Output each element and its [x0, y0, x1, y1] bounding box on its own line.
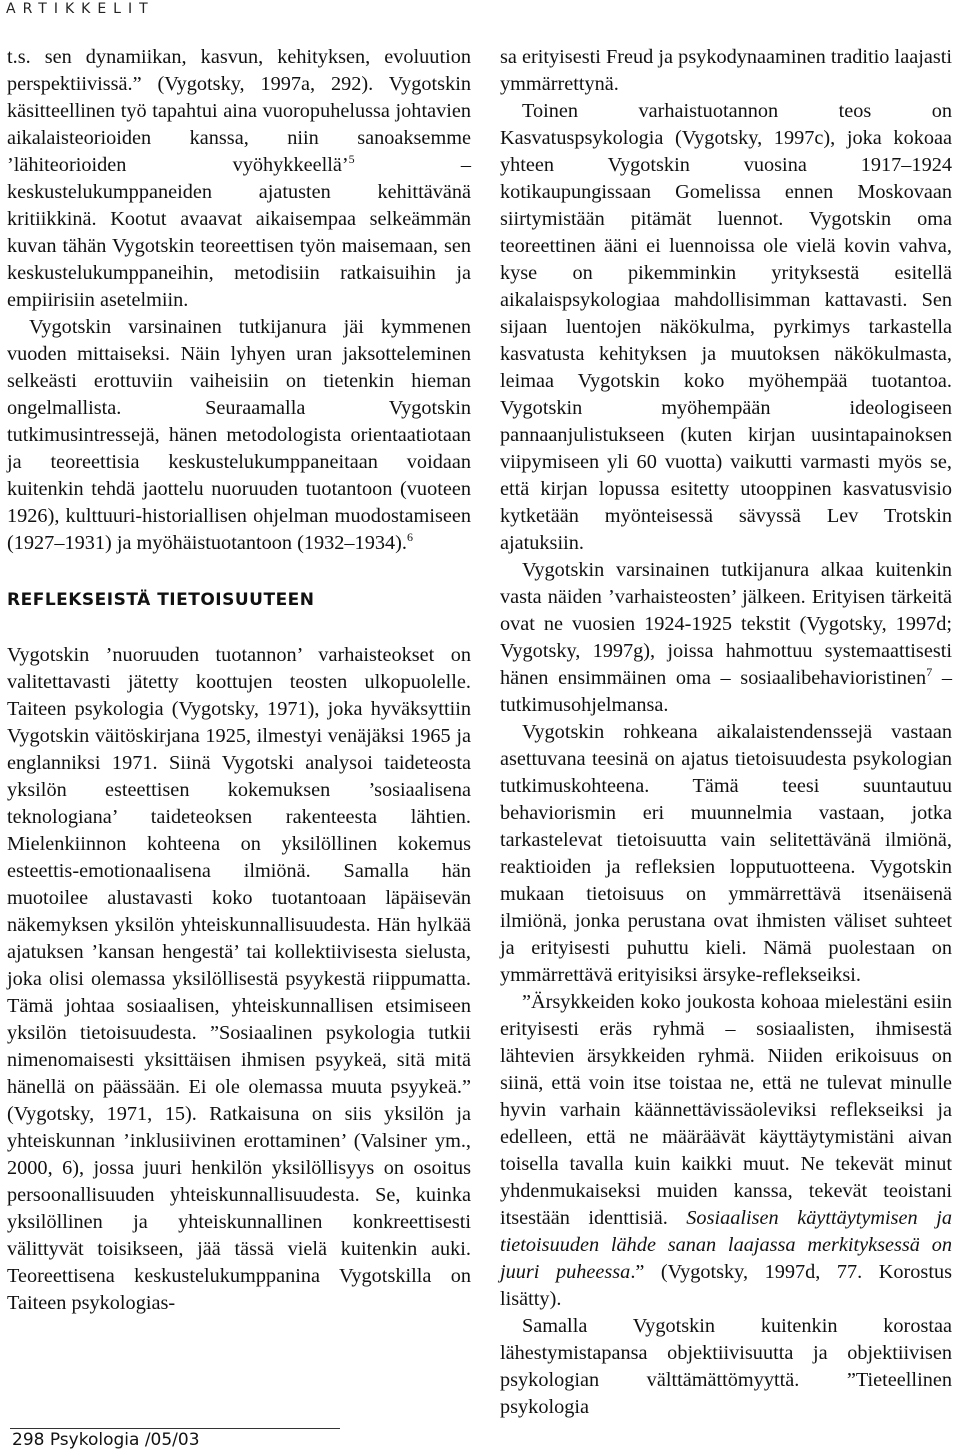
left-column	[7, 44, 471, 1317]
paragraph-text: Vygotskin varsinainen tutkijanura jäi kymmenen vuoden mittaiseksi. Näin lyhyen uran jaksotteleminen selkeästi erottuviin vaiheisiin on tietenkin hieman ongelmallista. Seuraamalla Vygotskin tutkimusintressejä, hänen metodologista orientaatiotaan ja teoreettisia keskustelukumppaneitaan voidaan kuitenkin tehdä jaottelu nuoruuden tuotantoon (vuoteen 1926), kulttuuri-historiallisen ohjelman muodostamiseen (1927–1931) ja myöhäistuotantoon (1932–1934).	[7, 316, 471, 554]
paragraph-text: ”Ärsykkeiden koko joukosta kohoaa mielestäni esiin erityisesti eräs ryhmä – sosiaalisten, ihmisestä lähtevien ärsykkeiden ryhmä. Niiden erikoisuus on siinä, että voin itse toistaa ne, että ne tulevat minulle hyvin varhain käännettävissäoleviksi reflekseiksi ja edelleen, että ne määräävät käyttäytymistäni aivan toisella tavalla kuin kaikki muut. Ne tekevät minut yhdenmukaiseksi muiden kanssa, tekevät teoistani itsestään identtisiä.	[500, 991, 952, 1229]
footer-rule	[10, 1428, 340, 1429]
paragraph	[500, 557, 952, 719]
quote-paragraph	[500, 989, 952, 1313]
paragraph: Vygotskin rohkeana aikalaistendenssejä vastaan asettuvana teesinä on ajatus tietoisuudesta psykologian tutkimuskohteena. Tämä teesi suuntautuu behaviorismin eri muunnelmia vastaan, jotka tarkastelevat tietoisuutta vain selitettävänä ilmiönä, reaktioiden ja refleksien lopputuotteena. Vygotskin mukaan tietoisuus on ymmärrettävä itsenäisenä ilmiönä, jonka perustana ovat ihmisten väliset suhteet ja erityisesti puhuttu kieli. Nämä puolestaan on ymmärrettävä erityisiksi ärsyke-reflekseiksi.	[500, 721, 952, 986]
section-heading: REFLEKSEISTÄ TIETOISUUTEEN	[7, 590, 315, 610]
paragraph: Samalla Vygotskin kuitenkin korostaa lähestymistapansa objektiivisuutta ja objektiivisen psykologian välttämättömyyttä. ”Tieteellinen psykologia	[500, 1315, 952, 1418]
right-column	[500, 44, 952, 1421]
paragraph-text: .” (Vygotsky, 1997d, 77. Korostus lisätty).	[500, 1261, 952, 1310]
paragraph	[7, 314, 471, 557]
paragraph-text: Vygotskin varsinainen tutkijanura alkaa kuitenkin vasta näiden ’varhaisteosten’ jälkeen. Erityisen tärkeitä ovat ne vuosien 1924-1925 tekstit (Vygotsky, 1997d; Vygotsky, 1997g), joissa hahmottuu systemaattisesti hänen ensimmäinen oma – sosiaalibehavioristinen	[500, 559, 952, 689]
page-number-label: 298 Psykologia /05/03	[12, 1430, 200, 1450]
paragraph: Vygotskin ’nuoruuden tuotannon’ varhaisteokset on valitettavasti jätetty koottujen teosten ulkopuolelle. Taiteen psykologia (Vygotsky, 1971), joka hyväksyttiin Vygotskin väitöskirjana 1925, ilmestyi venäjäksi 1965 ja englanniksi 1971. Siinä Vygotski analysoi taideteosta yksilön esteettisen kokemuksen ’sosiaalisena teknologiana’ taideteoksen rakenteesta lähtien. Mielenkiinnon kohteena on yksilöllinen kokemus esteettis-emotionaalisena ilmiönä. Samalla hän muotoilee alustavasti koko tuotantoaan läpäisevän näkemyksen yksilön yhteiskunnallisuudesta. Hän hylkää ajatuksen ’kansan hengestä’ tai kollektiivisesta sielusta, joka olisi olemassa yksilöllisestä psyykestä riippumatta. Tämä johtaa sosiaalisen, yhteiskunnallisen etsimiseen yksilön tietoisuudesta. ”Sosiaalinen psykologia tutkii nimenomaisesti yksittäisen ihmisen psyykeä, sitä mitä hänellä on päässään. Ei ole olemassa muuta psyykeä.” (Vygotsky, 1971, 15). Ratkaisuna on siis yksilön ja yhteiskunnan ’inklusiivinen erottaminen’ (Valsiner ym., 2000, 6), jossa juuri henkilön yksilöllisyys on osoitus persoonallisuuden yhteiskunnallisuudesta. Se, kuinka yksilöllinen ja yhteiskunnallinen konkreettisesti välittyvät toisikseen, jää tässä vielä kuitenkin auki. Teoreettisena keskustelukumppanina Vygotskilla on Taiteen psykologias-	[7, 644, 471, 1314]
section-label: ARTIKKELIT	[6, 1, 155, 17]
page-footer	[10, 1428, 340, 1451]
footnote-marker: 5	[348, 152, 355, 167]
paragraph	[7, 44, 471, 314]
paragraph-text: t.s. sen dynamiikan, kasvun, kehityksen, evoluution perspektiivissä.” (Vygotsky, 1997a, 292). Vygotskin käsitteellinen työ tapahtui aina vuoropuhelussa johtavien aikalaisteorioiden kanssa, niin sanoaksemme ’lähiteorioiden vyöhykkeellä’	[7, 46, 471, 176]
paragraph: Toinen varhaistuotannon teos on Kasvatuspsykologia (Vygotsky, 1997c), joka kokoaa yhteen Vygotskin vuosina 1917–1924 kotikaupungissaan Gomelissa ennen Moskovaan siirtymistään pitämät luennot. Vygotskin oma teoreettinen ääni ei luennoissa ole vielä kovin vahva, kyse on pikemminkin yrityksestä esitellä aikalaispsykologiaa mahdollisimman kattavasti. Sen sijaan luentojen näkökulma, pyrkimys tarkastella kasvatusta kehityksen ja muutoksen näkökulmasta, leimaa Vygotskin koko myöhempää tuotantoa. Vygotskin myöhempään ideologiseen pannaanjulistukseen (kuten kirjan uusintapainoksen viipymiseen yli 60 vuotta) vaikutti varmasti myös se, että kirjan lopussa esitetty utooppinen kasvatusvisio kytketään myönteisessä sävyssä Lev Trotskin ajatuksiin.	[500, 100, 952, 554]
section-header	[0, 0, 960, 22]
footnote-marker: 7	[926, 665, 933, 680]
paragraph-text: – tutkimusohjelmansa.	[500, 667, 952, 716]
paragraph-text: – keskustelukumppaneiden ajatusten kehittävänä kritiikkinä. Kootut avaavat aikaisempaa selkeämmän kuvan tähän Vygotskin teoreettisen työn maisemaan, sen keskustelukumppaneihin, metodisiin ratkaisuihin ja empiirisiin asetelmiin.	[7, 154, 471, 311]
emphasized-text: Sosiaalisen käyttäytymisen ja tietoisuuden lähde sanan laajassa merkityksessä on juuri puheessa	[500, 1207, 952, 1283]
paragraph: sa erityisesti Freud ja psykodynaaminen traditio laajasti ymmärrettynä.	[500, 46, 952, 95]
footnote-marker: 6	[406, 530, 413, 545]
